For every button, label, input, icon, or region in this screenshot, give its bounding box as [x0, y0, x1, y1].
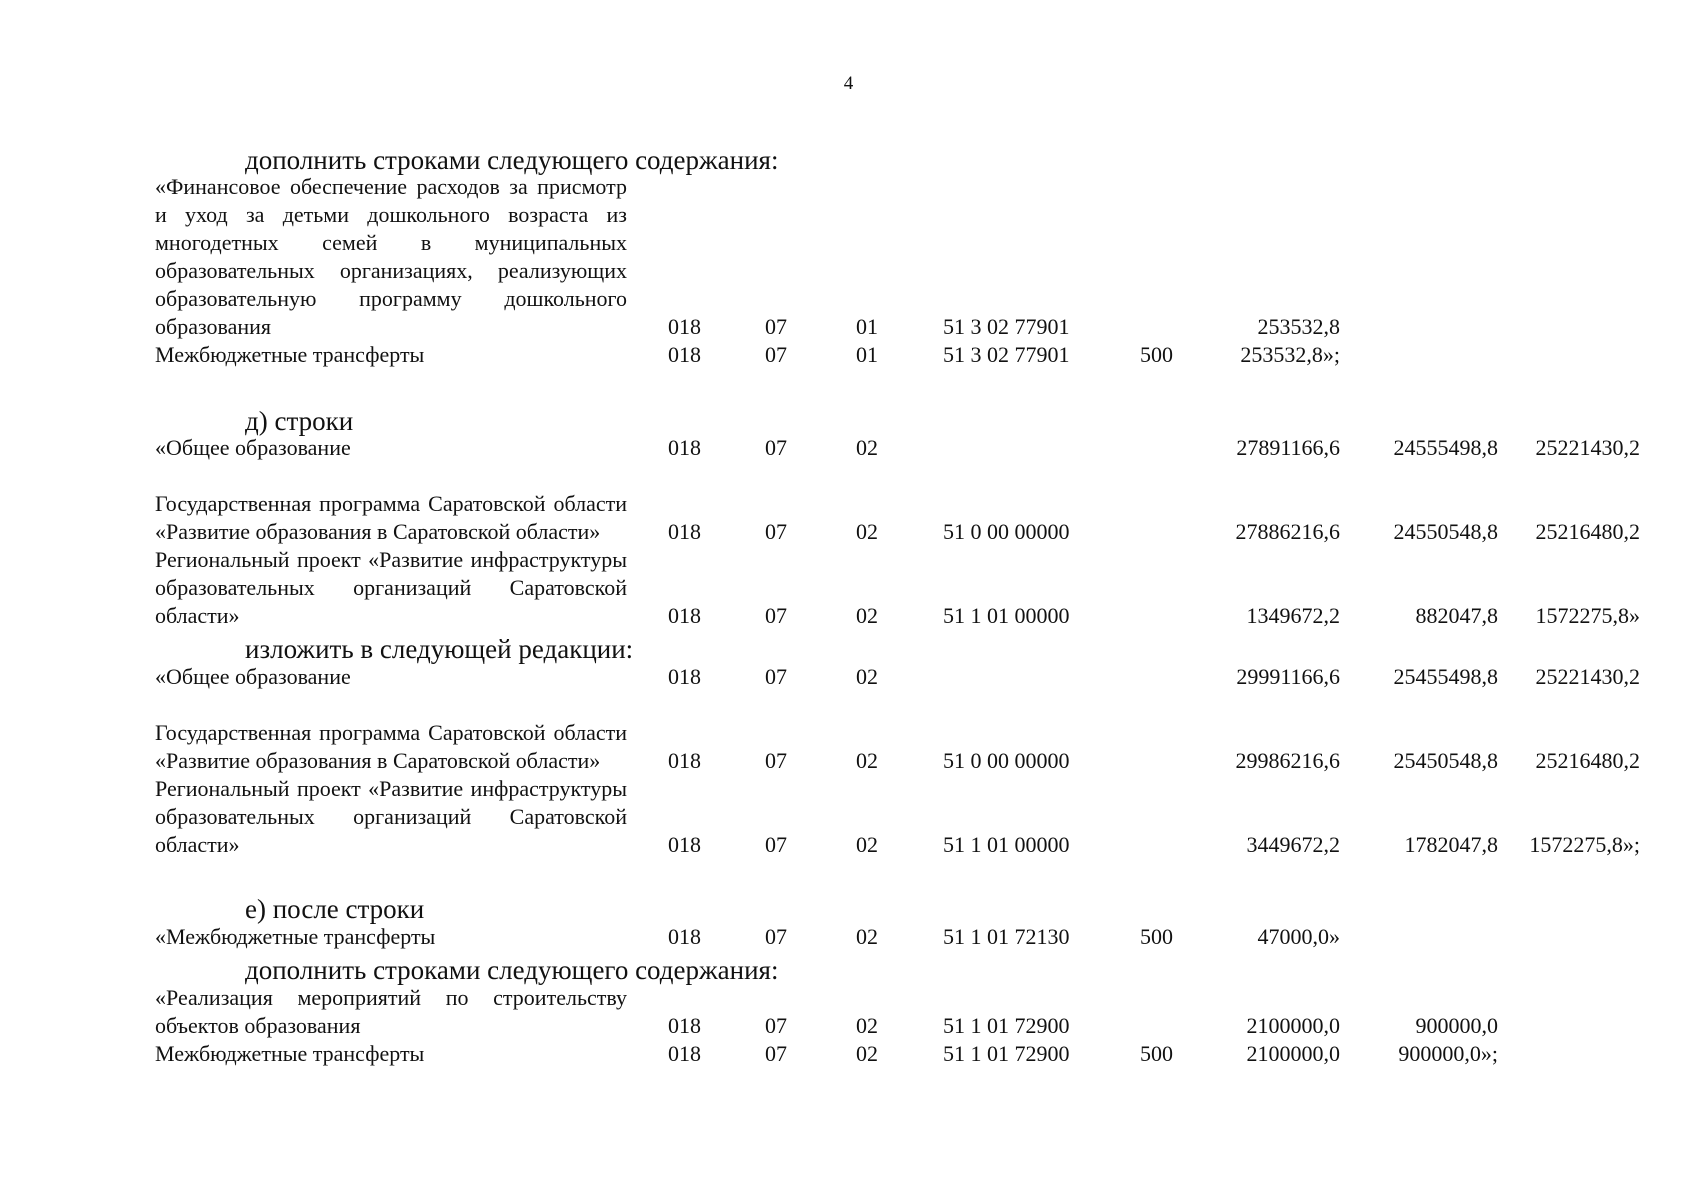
amount-year-1: 253532,8»; — [1240, 342, 1340, 367]
amount-year-1: 29991166,6 — [1236, 664, 1340, 689]
target-article-code: 51 1 01 72130 — [943, 924, 1070, 949]
amount-year-1: 27891166,6 — [1236, 435, 1340, 460]
row-name: Региональный проект «Развитие инфраструктуры образовательных организаций Саратовской области» — [155, 776, 627, 857]
subsection-code: 01 — [856, 342, 878, 367]
amount-year-2: 24555498,8 — [1393, 435, 1498, 460]
ministry-code: 018 — [668, 342, 701, 367]
instruction-heading: изложить в следующей редакции: — [245, 634, 634, 664]
row-name: «Реализация мероприятий по строительству объектов образования — [155, 985, 627, 1038]
row-name: Межбюджетные трансферты — [155, 342, 425, 367]
target-article-code: 51 1 01 00000 — [943, 832, 1070, 857]
ministry-code: 018 — [668, 314, 701, 339]
amount-year-3: 25216480,2 — [1535, 748, 1640, 773]
amount-year-3: 25221430,2 — [1535, 664, 1640, 689]
row-name: Межбюджетные трансферты — [155, 1041, 425, 1066]
ministry-code: 018 — [668, 924, 701, 949]
amount-year-2: 25450548,8 — [1393, 748, 1498, 773]
section-code: 07 — [765, 342, 787, 367]
expense-type-code: 500 — [1140, 342, 1173, 367]
row-name: «Общее образование — [155, 435, 351, 460]
subsection-code: 02 — [856, 664, 878, 689]
amount-year-2: 900000,0»; — [1398, 1041, 1498, 1066]
row-name: «Финансовое обеспечение расходов за присмотр и уход за детьми дошкольного возраста из многодетных семей в муниципальных образовательных организациях, реализующих образовательную программу дошкольного образования — [155, 174, 627, 339]
amount-year-1: 1349672,2 — [1246, 603, 1340, 628]
target-article-code: 51 1 01 72900 — [943, 1013, 1070, 1038]
amount-year-1: 27886216,6 — [1235, 519, 1340, 544]
section-code: 07 — [765, 924, 787, 949]
instruction-heading: е) после строки — [245, 894, 425, 924]
section-code: 07 — [765, 435, 787, 460]
section-code: 07 — [765, 748, 787, 773]
amount-year-2: 900000,0 — [1415, 1013, 1498, 1038]
target-article-code: 51 0 00 00000 — [943, 519, 1070, 544]
instruction-heading: дополнить строками следующего содержания: — [245, 955, 779, 985]
amount-year-2: 24550548,8 — [1393, 519, 1498, 544]
ministry-code: 018 — [668, 664, 701, 689]
subsection-code: 02 — [856, 519, 878, 544]
amount-year-2: 882047,8 — [1415, 603, 1498, 628]
amount-year-2: 1782047,8 — [1404, 832, 1498, 857]
amount-year-3: 25216480,2 — [1535, 519, 1640, 544]
ministry-code: 018 — [668, 603, 701, 628]
amount-year-1: 3449672,2 — [1246, 832, 1340, 857]
amount-year-1: 29986216,6 — [1235, 748, 1340, 773]
amount-year-1: 2100000,0 — [1246, 1041, 1340, 1066]
subsection-code: 02 — [856, 1041, 878, 1066]
amount-year-1: 2100000,0 — [1246, 1013, 1340, 1038]
row-name: Государственная программа Саратовской области «Развитие образования в Саратовской области» — [155, 720, 627, 773]
section-code: 07 — [765, 1013, 787, 1038]
target-article-code: 51 1 01 72900 — [943, 1041, 1070, 1066]
section-code: 07 — [765, 664, 787, 689]
page-number: 4 — [843, 73, 854, 94]
section-code: 07 — [765, 1041, 787, 1066]
subsection-code: 02 — [856, 1013, 878, 1038]
amount-year-2: 25455498,8 — [1393, 664, 1498, 689]
subsection-code: 02 — [856, 748, 878, 773]
ministry-code: 018 — [668, 1041, 701, 1066]
row-name: «Общее образование — [155, 664, 351, 689]
subsection-code: 02 — [856, 603, 878, 628]
ministry-code: 018 — [668, 748, 701, 773]
target-article-code: 51 3 02 77901 — [943, 314, 1070, 339]
subsection-code: 02 — [856, 435, 878, 460]
section-code: 07 — [765, 603, 787, 628]
instruction-heading: д) строки — [245, 406, 354, 436]
amount-year-1: 253532,8 — [1257, 314, 1340, 339]
row-name: Государственная программа Саратовской области «Развитие образования в Саратовской области» — [155, 491, 627, 544]
amount-year-1: 47000,0» — [1257, 924, 1340, 949]
target-article-code: 51 0 00 00000 — [943, 748, 1070, 773]
section-code: 07 — [765, 314, 787, 339]
ministry-code: 018 — [668, 519, 701, 544]
section-code: 07 — [765, 519, 787, 544]
subsection-code: 02 — [856, 832, 878, 857]
ministry-code: 018 — [668, 435, 701, 460]
target-article-code: 51 1 01 00000 — [943, 603, 1070, 628]
expense-type-code: 500 — [1140, 1041, 1173, 1066]
amount-year-3: 25221430,2 — [1535, 435, 1640, 460]
ministry-code: 018 — [668, 832, 701, 857]
row-name: «Межбюджетные трансферты — [155, 924, 436, 949]
row-name: Региональный проект «Развитие инфраструктуры образовательных организаций Саратовской области» — [155, 547, 627, 628]
expense-type-code: 500 — [1140, 924, 1173, 949]
target-article-code: 51 3 02 77901 — [943, 342, 1070, 367]
amount-year-3: 1572275,8»; — [1529, 832, 1640, 857]
subsection-code: 02 — [856, 924, 878, 949]
instruction-heading: дополнить строками следующего содержания: — [245, 145, 779, 175]
amount-year-3: 1572275,8» — [1535, 603, 1640, 628]
subsection-code: 01 — [856, 314, 878, 339]
ministry-code: 018 — [668, 1013, 701, 1038]
section-code: 07 — [765, 832, 787, 857]
